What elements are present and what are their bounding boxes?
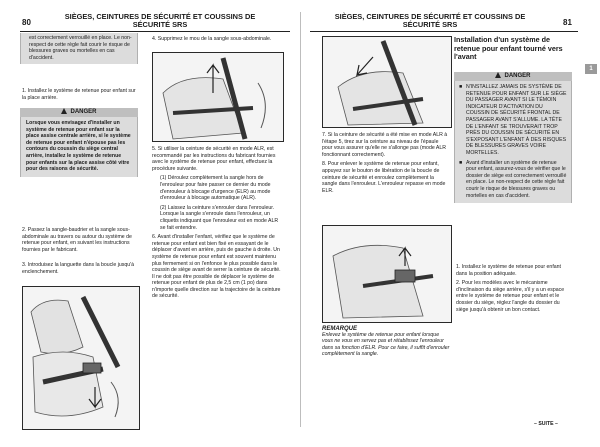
header-left-line2: SÉCURITÉ SRS xyxy=(132,20,188,29)
page-number-right: 81 xyxy=(563,18,572,27)
bullet-square-icon: ■ xyxy=(459,159,463,166)
danger-bullet-2-text: Avant d'installer un système de retenue pour enfant, assurez-vous de vérifier que le dossier de siège est correctement verrouillé en place. Le non-respect de cette règle fait courir le risque de blessures graves ou mortelles en cas d'accident. xyxy=(466,159,567,199)
danger-heading xyxy=(20,108,138,117)
danger-bullet-1-text: N'INSTALLEZ JAMAIS DE SYSTÈME DE RETENUE POUR ENFANT SUR LE SIÈGE DU PASSAGER AVANT SI LE TÉMOIN INDICATEUR D'ACTIVATION DU COUSSIN DE SÉCURITÉ FRONTAL DE PASSAGER AVANT S'ALLUME. LA TÊTE DE L'ENFANT SE TROUVERAIT TROP PRÈS DU COUSSIN DE SÉCURITÉ EN S'EXPOSANT L'ENFANT À DES RISQUES DE BLESSURES GRAVES VOIRE MORTELLES. xyxy=(466,84,567,156)
header-right-line2: SÉCURITÉ SRS xyxy=(402,20,458,29)
step-5-sub-2: (2) Laissez la ceinture s'enrouler dans l'enrouleur. Lorsque la sangle s'enroule dans l'enrouleur, un cliquetis indiquant que l'enrouleur est en mode ALR se fait entendre. xyxy=(160,204,279,231)
danger-title-right: DANGER xyxy=(504,73,531,79)
illustration-tighten xyxy=(152,52,284,142)
step-3: 3. Introduisez la languette dans la boucle jusqu'à enclenchement. xyxy=(22,262,135,275)
section-title: Installation d'un système de retenue pour enfant tourné vers l'avant xyxy=(454,35,563,62)
remark-text: Enlevez le système de retenue pour enfant lorsque vous ne vous en servez pas et rétablissez l'enrouleur dans sa fonction d'ELR. Pour ce faire, il suffit d'enrouler complètement la sangle. xyxy=(322,332,450,358)
release-illustration-svg xyxy=(323,226,451,322)
danger-bullet-1 xyxy=(459,84,567,157)
step-5-block xyxy=(152,146,282,303)
step-7: 7. Si la ceinture de sécurité a été mise en mode ALR à l'étape 5, tirez sur la ceinture au niveau de l'épaule pour vous assurer qu'elle ne s'allonge pas (mode ALR fonctionnant correctement). xyxy=(322,132,448,158)
danger-box-left xyxy=(20,108,138,177)
illustration-release xyxy=(322,225,452,323)
step-6: 6. Avant d'installer l'enfant, vérifiez que le système de retenue pour enfant est bien fixé en essayant de le déplacer d'avant en arrière, puis de gauche à droite. Un système de retenue pour enfant est souvent maintenu plus fermement si on l'enfonce le plus possible dans le coussin de siège avant de serrer la ceinture de sécurité. Il ne doit pas être possible de déplacer le système de retenue pour enfant de plus de 2,5 cm (1 po) dans n'importe quelle direction sur la trajectoire de la ceinture de sécurité. xyxy=(152,234,281,300)
warning-continuation-box xyxy=(20,33,138,64)
step-1: 1. Installez le système de retenue pour enfant sur la place arrière. xyxy=(22,88,136,101)
header-rule-right xyxy=(310,31,578,32)
alr-illustration-svg xyxy=(323,37,451,127)
step-2: 2. Passez la sangle-baudrier et la sangle sous-abdominale au travers ou autour du système de retenue pour enfant, en suivant les instructions fournies par le fabricant. xyxy=(22,227,132,253)
forward-step-1: 1. Installez le système de retenue pour enfant dans la position adéquate. xyxy=(456,264,561,277)
header-rule-left xyxy=(20,31,290,32)
header-left xyxy=(50,13,270,29)
step-5: 5. Si utiliser la ceinture de sécurité en mode ALR, est recommandé par les instructions du fabricant fournies avec le système de retenue pour enfant, effectuez la procédure suivante. xyxy=(152,146,276,172)
remark-title: REMARQUE xyxy=(322,326,358,332)
illustration-alr xyxy=(322,36,452,128)
page-gutter xyxy=(300,12,301,427)
illustration-buckle xyxy=(22,286,140,430)
danger-text: Lorsque vous envisagez d'installer un système de retenue pour enfant sur la place assise centrale arrière, si le système de retenue pour enfant n'épouse pas les contours du coussin du siège central arrière, installez le système de retenue pour enfants sur la place assise côté vitre pour des raisons de sécurité. xyxy=(20,117,138,177)
danger-bullet-2 xyxy=(459,160,567,200)
header-right-line1: SIÈGES, CEINTURES DE SÉCURITÉ ET COUSSINS DE xyxy=(334,12,526,21)
warning-triangle-icon-right xyxy=(495,72,501,78)
steps-7-8 xyxy=(322,132,450,197)
header-left-line1: SIÈGES, CEINTURES DE SÉCURITÉ ET COUSSINS DE xyxy=(64,12,256,21)
warning-continuation-text: est correctement verrouillé en place. Le non-respect de cette règle fait courir le risque de blessures graves ou mortelles en cas d'accident. xyxy=(29,35,132,61)
continue-marker: – SUITE – xyxy=(534,421,558,427)
forward-step-2: 2. Pour les modèles avec le mécanisme d'inclinaison du siège arrière, s'il y a un espace entre le système de retenue pour enfant et le dossier du siège, réglez l'angle du dossier du siège jusqu'à obtenir un bon contact. xyxy=(456,280,565,313)
buckle-illustration-svg xyxy=(23,287,139,429)
page-number-left: 80 xyxy=(22,18,31,27)
chapter-tab: 1 xyxy=(585,64,597,74)
tighten-illustration-svg xyxy=(153,53,283,141)
remark xyxy=(322,326,450,358)
bullet-square-icon: ■ xyxy=(459,84,463,90)
danger-heading-right xyxy=(454,72,572,81)
danger-box-right xyxy=(454,72,572,203)
danger-bullets xyxy=(454,81,572,203)
header-right xyxy=(320,13,540,29)
step-8: 8. Pour enlever le système de retenue pour enfant, appuyez sur le bouton de libération de la boucle de ceinture de sécurité et enroulez complètement la sangle dans l'enrouleur. L'enrouleur repasse en mode ELR. xyxy=(322,161,446,194)
warning-triangle-icon xyxy=(61,108,67,114)
step-4: 4. Supprimez le mou de la sangle sous-abdominale. xyxy=(152,36,272,42)
danger-title: DANGER xyxy=(70,109,97,115)
step-5-sub-1: (1) Déroulez complètement la sangle hors de l'enrouleur pour faire passer ce dernier du mode d'enrouleur à blocage d'urgence (ELR) au mode d'enrouleur à blocage automatique (ALR). xyxy=(160,175,271,202)
forward-steps xyxy=(456,264,572,316)
